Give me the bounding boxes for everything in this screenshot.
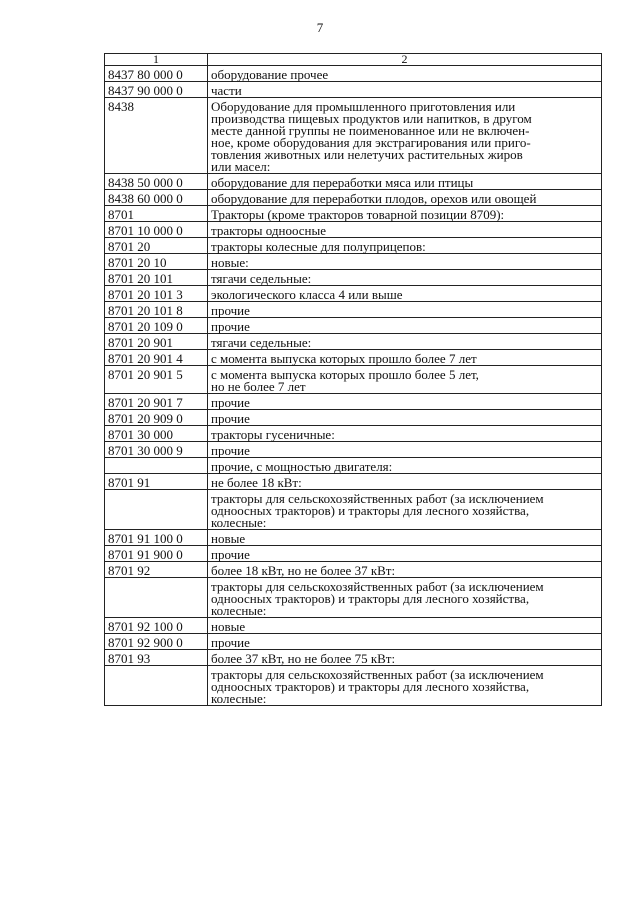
table-row — [105, 318, 602, 334]
table-row — [105, 426, 602, 442]
description-cell: с момента выпуска которых прошло более 7 лет — [208, 350, 602, 366]
table-row — [105, 350, 602, 366]
code-cell: 8701 92 — [105, 562, 208, 578]
table-row — [105, 334, 602, 350]
column-header-code: 1 — [105, 54, 208, 66]
code-cell: 8701 10 000 0 — [105, 222, 208, 238]
table-row — [105, 366, 602, 394]
description-cell: прочие — [208, 302, 602, 318]
code-cell: 8701 — [105, 206, 208, 222]
table-row — [105, 190, 602, 206]
code-cell — [105, 578, 208, 618]
code-cell — [105, 458, 208, 474]
description-cell: оборудование прочее — [208, 66, 602, 82]
table-row — [105, 174, 602, 190]
description-cell: тракторы одноосные — [208, 222, 602, 238]
code-cell: 8701 20 901 7 — [105, 394, 208, 410]
table-header-row — [105, 54, 602, 66]
description-cell: прочие, с мощностью двигателя: — [208, 458, 602, 474]
code-cell: 8701 30 000 9 — [105, 442, 208, 458]
code-cell: 8701 91 900 0 — [105, 546, 208, 562]
description-cell: части — [208, 82, 602, 98]
table-row — [105, 562, 602, 578]
code-cell: 8701 92 900 0 — [105, 634, 208, 650]
code-cell: 8438 — [105, 98, 208, 174]
table-row — [105, 458, 602, 474]
description-cell: прочие — [208, 394, 602, 410]
description-cell: новые — [208, 530, 602, 546]
description-cell: не более 18 кВт: — [208, 474, 602, 490]
code-cell: 8701 92 100 0 — [105, 618, 208, 634]
description-cell: тракторы для сельскохозяйственных работ (за исключением одноосных тракторов) и тракторы для лесного хозяйства, колесные: — [208, 578, 602, 618]
code-cell: 8701 20 109 0 — [105, 318, 208, 334]
table-row — [105, 490, 602, 530]
table-row — [105, 394, 602, 410]
code-cell: 8701 91 100 0 — [105, 530, 208, 546]
description-cell: новые — [208, 618, 602, 634]
table-row — [105, 546, 602, 562]
page-number: 7 — [316, 20, 324, 35]
table-row — [105, 82, 602, 98]
table-row — [105, 222, 602, 238]
table-row — [105, 442, 602, 458]
code-cell: 8438 60 000 0 — [105, 190, 208, 206]
description-cell: тракторы колесные для полуприцепов: — [208, 238, 602, 254]
description-cell: тягачи седельные: — [208, 270, 602, 286]
description-cell: тракторы для сельскохозяйственных работ (за исключением одноосных тракторов) и тракторы для лесного хозяйства, колесные: — [208, 490, 602, 530]
table-row — [105, 474, 602, 490]
tariff-code-table — [104, 53, 602, 706]
description-cell: прочие — [208, 410, 602, 426]
table-row — [105, 98, 602, 174]
description-cell: оборудование для переработки плодов, орехов или овощей — [208, 190, 602, 206]
description-cell: тракторы гусеничные: — [208, 426, 602, 442]
code-cell — [105, 666, 208, 706]
description-cell: прочие — [208, 442, 602, 458]
code-cell: 8437 80 000 0 — [105, 66, 208, 82]
code-cell: 8701 30 000 — [105, 426, 208, 442]
table-row — [105, 666, 602, 706]
code-cell: 8701 20 101 — [105, 270, 208, 286]
table-row — [105, 578, 602, 618]
code-cell — [105, 490, 208, 530]
description-cell: прочие — [208, 318, 602, 334]
description-cell: тракторы для сельскохозяйственных работ (за исключением одноосных тракторов) и тракторы для лесного хозяйства, колесные: — [208, 666, 602, 706]
code-cell: 8438 50 000 0 — [105, 174, 208, 190]
table-row — [105, 66, 602, 82]
table-row — [105, 254, 602, 270]
description-cell: новые: — [208, 254, 602, 270]
table-row — [105, 530, 602, 546]
table-row — [105, 270, 602, 286]
description-cell: прочие — [208, 634, 602, 650]
description-cell: с момента выпуска которых прошло более 5 лет, но не более 7 лет — [208, 366, 602, 394]
table-row — [105, 206, 602, 222]
table-row — [105, 410, 602, 426]
description-cell: прочие — [208, 546, 602, 562]
description-cell: тягачи седельные: — [208, 334, 602, 350]
table-row — [105, 634, 602, 650]
table-row — [105, 618, 602, 634]
description-cell: Оборудование для промышленного приготовления или производства пищевых продуктов или напитков, в другом месте данной группы не поименованное или не включен- ное, кроме оборудования для экстрагирования или приго- товления животных или нелетучих растительных жиров или масел: — [208, 98, 602, 174]
column-header-description: 2 — [208, 54, 602, 66]
table-row — [105, 286, 602, 302]
table-row — [105, 650, 602, 666]
description-cell: оборудование для переработки мяса или птицы — [208, 174, 602, 190]
code-cell: 8701 20 901 — [105, 334, 208, 350]
code-cell: 8701 20 901 4 — [105, 350, 208, 366]
description-cell: более 18 кВт, но не более 37 кВт: — [208, 562, 602, 578]
description-cell: Тракторы (кроме тракторов товарной позиции 8709): — [208, 206, 602, 222]
code-cell: 8701 93 — [105, 650, 208, 666]
table-row — [105, 302, 602, 318]
code-cell: 8701 20 10 — [105, 254, 208, 270]
description-cell: экологического класса 4 или выше — [208, 286, 602, 302]
code-cell: 8701 20 909 0 — [105, 410, 208, 426]
code-cell: 8701 20 — [105, 238, 208, 254]
code-cell: 8437 90 000 0 — [105, 82, 208, 98]
code-cell: 8701 91 — [105, 474, 208, 490]
code-cell: 8701 20 901 5 — [105, 366, 208, 394]
table-row — [105, 238, 602, 254]
code-cell: 8701 20 101 8 — [105, 302, 208, 318]
description-cell: более 37 кВт, но не более 75 кВт: — [208, 650, 602, 666]
code-cell: 8701 20 101 3 — [105, 286, 208, 302]
